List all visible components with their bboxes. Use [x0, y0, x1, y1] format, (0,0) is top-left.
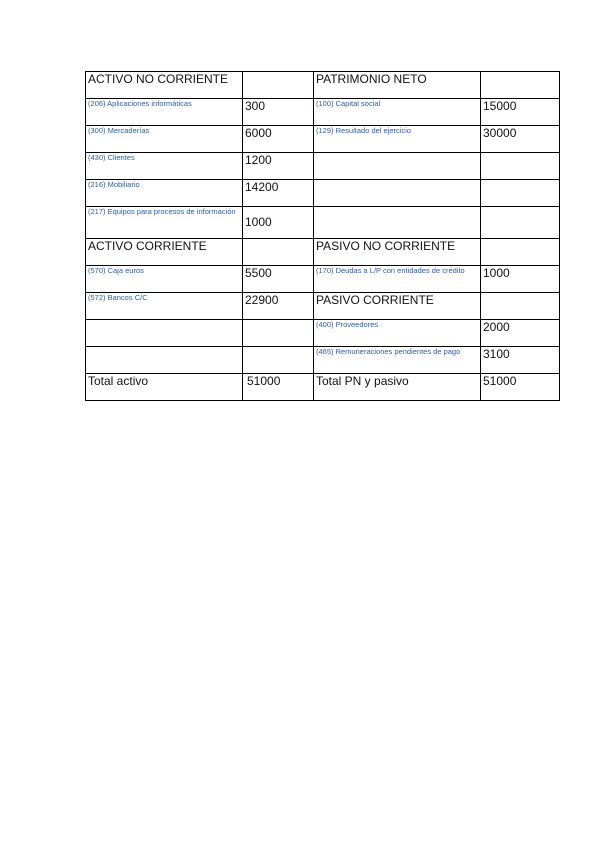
account-name: (206) Aplicaciones informáticas — [86, 99, 243, 126]
account-amount: 2000 — [481, 320, 560, 347]
table-row — [86, 72, 560, 99]
account-name: (570) Caja euros — [86, 266, 243, 293]
account-amount: 30000 — [481, 126, 560, 153]
table-row — [86, 320, 560, 347]
table-row — [86, 180, 560, 207]
total-activo-label: Total activo — [86, 374, 243, 401]
empty-cell — [243, 72, 314, 99]
pasivo-corriente-heading: PASIVO CORRIENTE — [314, 293, 481, 320]
account-name: (465) Remuneraciones pendientes de pago — [314, 347, 481, 374]
account-name: (129) Resultado del ejercicio — [314, 126, 481, 153]
empty-cell — [314, 207, 481, 239]
table-row — [86, 153, 560, 180]
total-activo-amount: 51000 — [243, 374, 314, 401]
empty-cell — [243, 239, 314, 266]
activo-no-corriente-heading: ACTIVO NO CORRIENTE — [86, 72, 243, 99]
account-amount: 300 — [243, 99, 314, 126]
balance-sheet-table — [85, 71, 560, 401]
table-row — [86, 347, 560, 374]
account-name: (216) Mobiliario — [86, 180, 243, 207]
account-name: (572) Bancos C/C — [86, 293, 243, 320]
table-row — [86, 266, 560, 293]
account-amount: 15000 — [481, 99, 560, 126]
empty-cell — [481, 153, 560, 180]
account-amount: 1200 — [243, 153, 314, 180]
table-row — [86, 207, 560, 239]
empty-cell — [481, 180, 560, 207]
account-amount: 3100 — [481, 347, 560, 374]
account-amount: 14200 — [243, 180, 314, 207]
empty-cell — [481, 293, 560, 320]
table-row — [86, 99, 560, 126]
account-name: (300) Mercaderías — [86, 126, 243, 153]
empty-cell — [481, 239, 560, 266]
table-row — [86, 293, 560, 320]
account-name: (400) Proveedores — [314, 320, 481, 347]
empty-cell — [314, 153, 481, 180]
account-name: (170) Deudas a L/P con entidades de crédito — [314, 266, 481, 293]
account-amount: 1000 — [243, 207, 314, 239]
empty-cell — [481, 72, 560, 99]
pasivo-no-corriente-heading: PASIVO NO CORRIENTE — [314, 239, 481, 266]
total-pn-pasivo-amount: 51000 — [481, 374, 560, 401]
empty-cell — [243, 347, 314, 374]
activo-corriente-heading: ACTIVO CORRIENTE — [86, 239, 243, 266]
table-row — [86, 126, 560, 153]
empty-cell — [86, 347, 243, 374]
account-name: (430) Clientes — [86, 153, 243, 180]
patrimonio-neto-heading: PATRIMONIO NETO — [314, 72, 481, 99]
empty-cell — [314, 180, 481, 207]
total-pn-pasivo-label: Total PN y pasivo — [314, 374, 481, 401]
empty-cell — [243, 320, 314, 347]
account-amount: 22900 — [243, 293, 314, 320]
empty-cell — [86, 320, 243, 347]
table-row — [86, 374, 560, 401]
table-row — [86, 239, 560, 266]
account-amount: 6000 — [243, 126, 314, 153]
empty-cell — [481, 207, 560, 239]
account-name: (217) Equipos para procesos de información — [86, 207, 243, 239]
account-amount: 1000 — [481, 266, 560, 293]
account-name: (100) Capital social — [314, 99, 481, 126]
account-amount: 5500 — [243, 266, 314, 293]
